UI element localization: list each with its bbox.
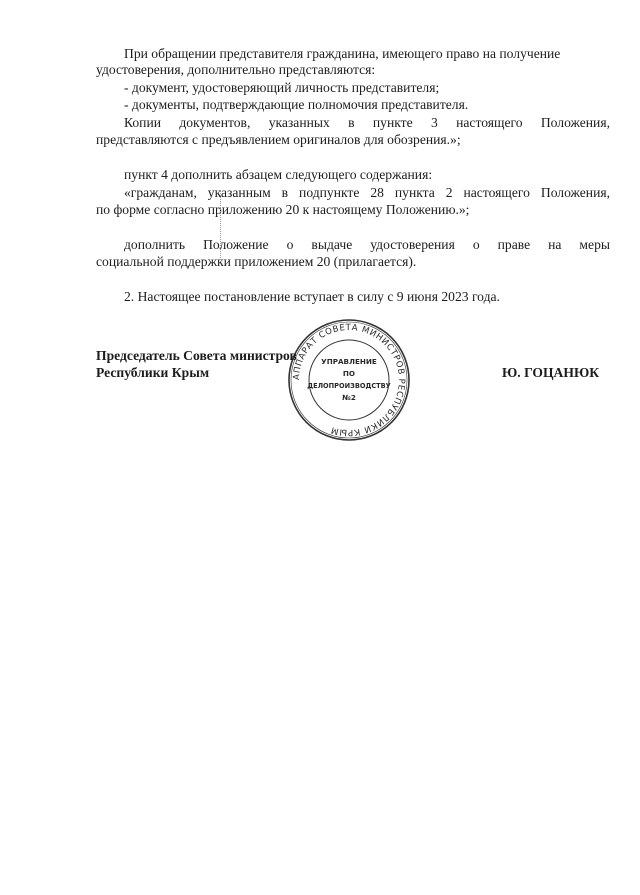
paragraph-line: При обращении представителя гражданина, имеющего право на получение [124, 46, 561, 61]
signatory-name: Ю. ГОЦАНЮК [502, 365, 600, 380]
paragraph-line: по форме согласно приложению 20 к настоящему Положению.»; [96, 202, 470, 217]
paragraph-line: пункт 4 дополнить абзацем следующего содержания: [124, 167, 433, 182]
seal-center-text: ПО [342, 369, 356, 378]
seal-center-text: ДЕЛОПРОИЗВОДСТВУ [307, 382, 391, 390]
signatory-position: Председатель Совета министров [96, 348, 297, 363]
official-seal [287, 318, 411, 442]
seal-center-text: №2 [342, 393, 356, 402]
paragraph-line: дополнить Положение о выдаче удостоверения о праве на меры [124, 237, 610, 252]
signatory-position: Республики Крым [96, 365, 210, 380]
paragraph-line: 2. Настоящее постановление вступает в силу с 9 июня 2023 года. [124, 289, 500, 304]
paragraph-line: «гражданам, указанным в подпункте 28 пункта 2 настоящего Положения, [124, 185, 610, 200]
paragraph-line: представляются с предъявлением оригиналов для обозрения.»; [96, 132, 461, 147]
list-item: - документы, подтверждающие полномочия представителя. [124, 97, 469, 112]
scan-crease [220, 190, 222, 260]
list-item: - документ, удостоверяющий личность представителя; [124, 80, 440, 95]
paragraph-line: социальной поддержки приложением 20 (прилагается). [96, 254, 417, 269]
seal-center-text: УПРАВЛЕНИЕ [321, 357, 377, 366]
paragraph-line: удостоверения, дополнительно представляются: [96, 62, 376, 77]
seal-ring-text: АППАРАТ СОВЕТА МИНИСТРОВ РЕСПУБЛИКИ КРЫМ [291, 322, 407, 438]
paragraph-line: Копии документов, указанных в пункте 3 настоящего Положения, [124, 115, 610, 130]
